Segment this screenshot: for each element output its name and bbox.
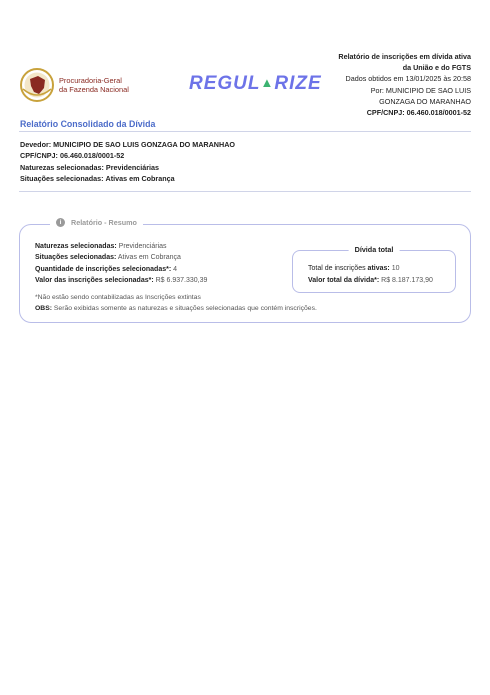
report-header-info: [311, 51, 471, 118]
situacoes-label: Situações selecionadas:: [20, 174, 104, 184]
summary-row: [35, 264, 207, 275]
summary-label: Quantidade de inscrições selecionadas*:: [35, 265, 172, 273]
summary-notes: [35, 292, 317, 314]
obs-text: Serão exibidas somente as naturezas e situações selecionadas que contém inscrições.: [53, 305, 317, 312]
summary-legend: [50, 218, 143, 227]
summary-row: [35, 252, 207, 263]
debtor-info: [20, 139, 235, 185]
total-debt-legend: Dívida total: [349, 245, 400, 254]
section-divider: [19, 131, 471, 132]
info-icon: i: [56, 218, 65, 227]
summary-value: R$ 6.937.330,39: [155, 277, 208, 285]
header-cpf-cnpj: CPF/CNPJ: 06.460.018/0001-52: [366, 108, 471, 118]
pgfn-name-line2: da Fazenda Nacional: [59, 85, 129, 94]
summary-label: Valor das inscrições selecionadas*:: [35, 277, 154, 285]
info-divider: [19, 191, 471, 192]
report-title-line1: Relatório de inscrições em dívida ativa: [338, 52, 471, 61]
excluded-note: *Não estão sendo contabilizadas as Inscrições extintas: [35, 294, 201, 301]
summary-details: [35, 241, 207, 287]
total-debt-box: [292, 245, 456, 293]
regularize-triangle-icon: ▲: [260, 75, 275, 90]
total-value-row: [308, 275, 433, 287]
summary-legend-text: Relatório - Resumo: [71, 218, 137, 227]
cpf-cnpj-label: CPF/CNPJ:: [20, 151, 58, 161]
total-count-label-bold: ativas:: [367, 265, 390, 272]
total-value: R$ 8.187.173,90: [381, 277, 433, 284]
situacoes-row: [20, 173, 235, 184]
pgfn-emblem-icon: [19, 67, 55, 103]
report-title-line2: da União e do FGTS: [402, 63, 471, 73]
summary-row: [35, 241, 207, 252]
cpf-cnpj-row: [20, 150, 235, 161]
total-count-value: 10: [391, 265, 400, 272]
regularize-logo: [189, 73, 322, 95]
situacoes-value: Ativas em Cobrança: [105, 174, 175, 184]
section-title: Relatório Consolidado da Dívida: [20, 119, 156, 129]
total-count-row: [308, 263, 433, 275]
summary-label: Situações selecionadas:: [35, 254, 117, 262]
regularize-logo-part1: REGUL: [189, 73, 261, 94]
summary-label: Naturezas selecionadas:: [35, 243, 117, 250]
summary-panel: [19, 218, 471, 323]
summary-value: 4: [173, 265, 178, 273]
total-count-label: Total de inscrições: [308, 265, 366, 272]
naturezas-row: [20, 162, 235, 173]
naturezas-value: Previdenciárias: [105, 162, 160, 172]
summary-row: [35, 275, 207, 286]
summary-value: Previdenciárias: [118, 243, 167, 250]
naturezas-label: Naturezas selecionadas:: [20, 162, 104, 172]
debtor-value: MUNICIPIO DE SAO LUIS GONZAGA DO MARANHAO: [53, 140, 235, 149]
pgfn-name-line1: Procuradoria-Geral: [59, 76, 122, 85]
obs-label: OBS:: [35, 305, 52, 312]
requested-by-line1: Por: MUNICIPIO DE SAO LUIS: [370, 85, 471, 95]
debtor-label: Devedor:: [20, 140, 52, 149]
summary-value: Ativas em Cobrança: [117, 254, 181, 262]
requested-by-line2: GONZAGA DO MARANHAO: [379, 96, 471, 106]
pgfn-logo: [19, 67, 159, 103]
regularize-logo-part2: RIZE: [274, 73, 322, 94]
data-obtained-date: Dados obtidos em 13/01/2025 às 20:58: [345, 74, 471, 84]
obs-note: [35, 303, 317, 314]
debtor-row: [20, 139, 235, 150]
total-value-label: Valor total da dívida*:: [308, 277, 380, 284]
cpf-cnpj-value: 06.460.018/0001-52: [59, 151, 125, 161]
